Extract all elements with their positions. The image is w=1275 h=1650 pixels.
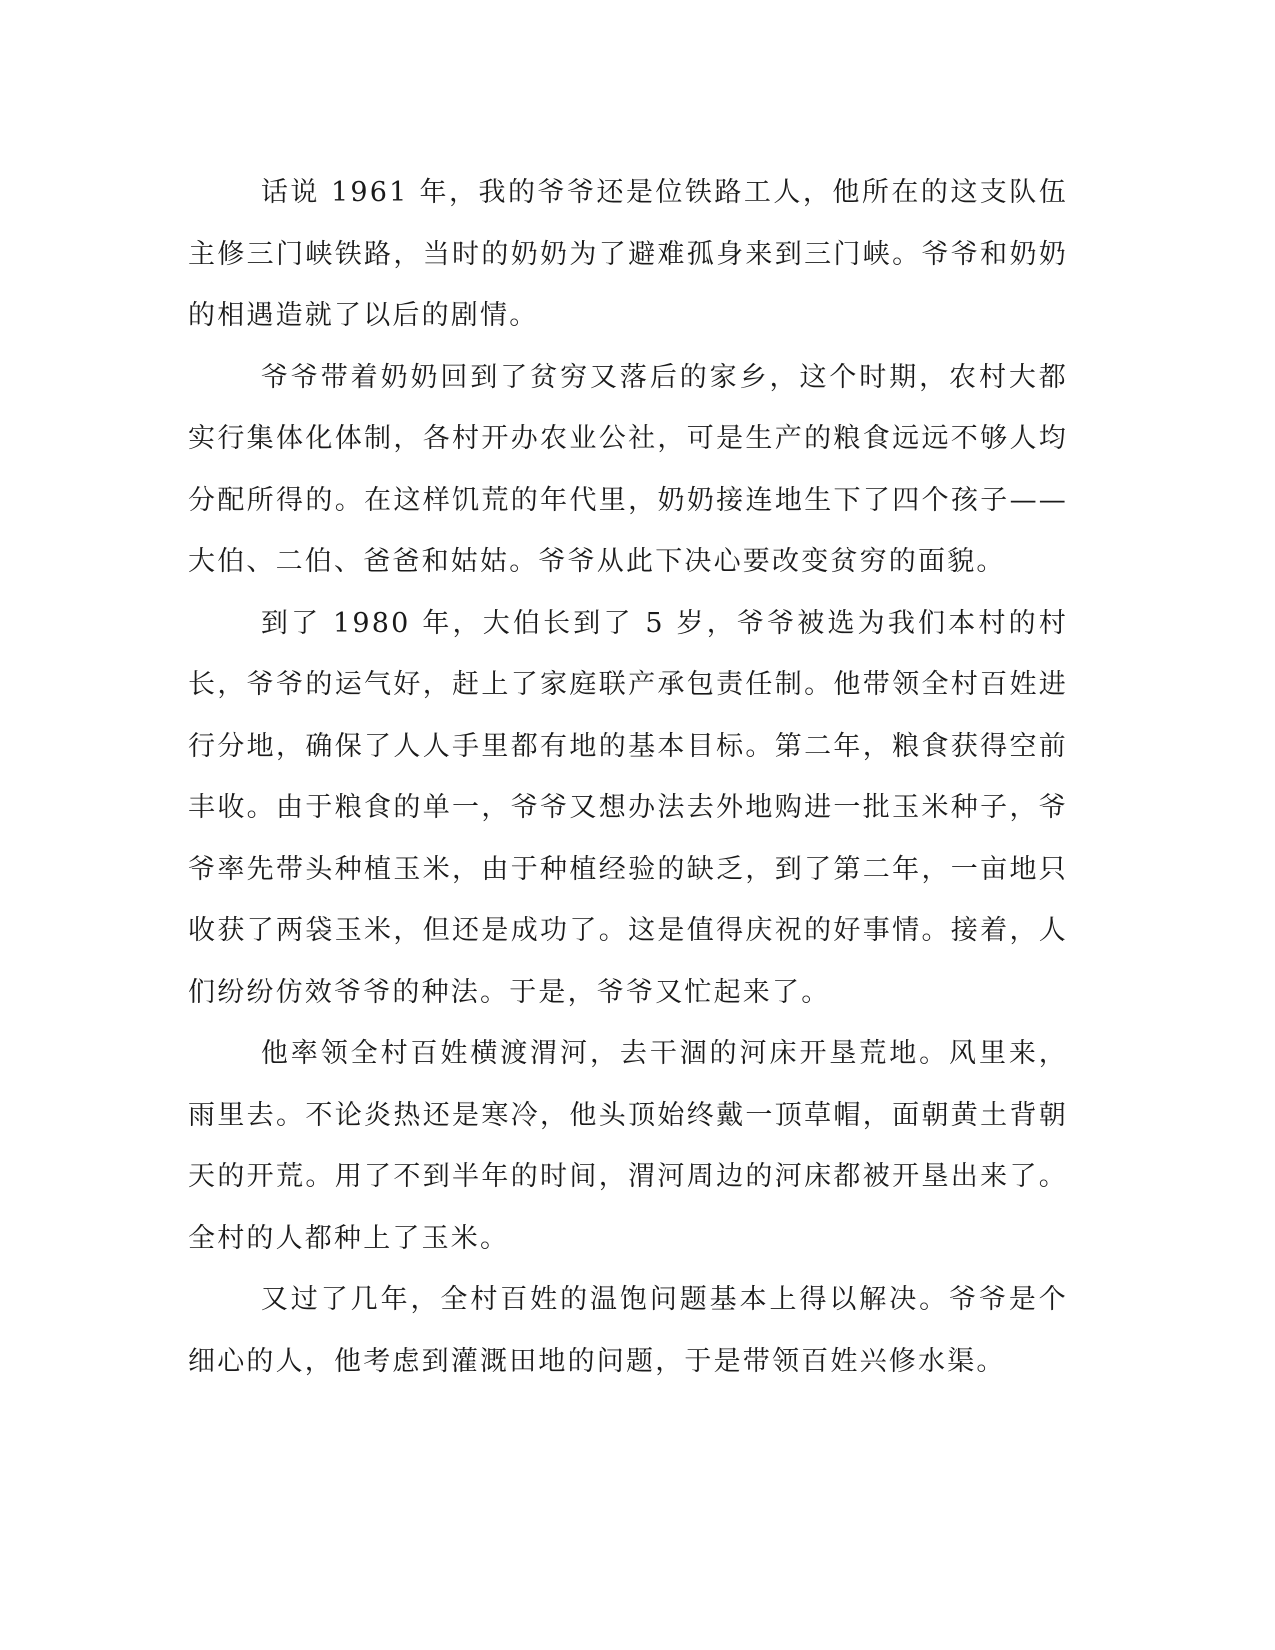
- document-body: [188, 162, 1068, 1392]
- paragraph-4: 他率领全村百姓横渡渭河，去干涸的河床开垦荒地。风里来，雨里去。不论炎热还是寒冷，他头顶始终戴一顶草帽，面朝黄土背朝天的开荒。用了不到半年的时间，渭河周边的河床都被开垦出来了。全村的人都种上了玉米。: [188, 1038, 1068, 1254]
- paragraph-5: 又过了几年，全村百姓的温饱问题基本上得以解决。爷爷是个细心的人，他考虑到灌溉田地的问题，于是带领百姓兴修水渠。: [188, 1284, 1068, 1377]
- paragraph-2: 爷爷带着奶奶回到了贫穷又落后的家乡，这个时期，农村大都实行集体化体制，各村开办农业公社，可是生产的粮食远远不够人均分配所得的。在这样饥荒的年代里，奶奶接连地生下了四个孩子——大伯、二伯、爸爸和姑姑。爷爷从此下决心要改变贫穷的面貌。: [188, 361, 1068, 577]
- paragraph-1: 话说 1961 年，我的爷爷还是位铁路工人，他所在的这支队伍主修三门峡铁路，当时的奶奶为了避难孤身来到三门峡。爷爷和奶奶的相遇造就了以后的剧情。: [188, 177, 1068, 331]
- paragraph-3: 到了 1980 年，大伯长到了 5 岁，爷爷被选为我们本村的村长，爷爷的运气好，赶上了家庭联产承包责任制。他带领全村百姓进行分地，确保了人人手里都有地的基本目标。第二年，粮食获得空前丰收。由于粮食的单一，爷爷又想办法去外地购进一批玉米种子，爷爷率先带头种植玉米，由于种植经验的缺乏，到了第二年，一亩地只收获了两袋玉米，但还是成功了。这是值得庆祝的好事情。接着，人们纷纷仿效爷爷的种法。于是，爷爷又忙起来了。: [188, 607, 1068, 1008]
